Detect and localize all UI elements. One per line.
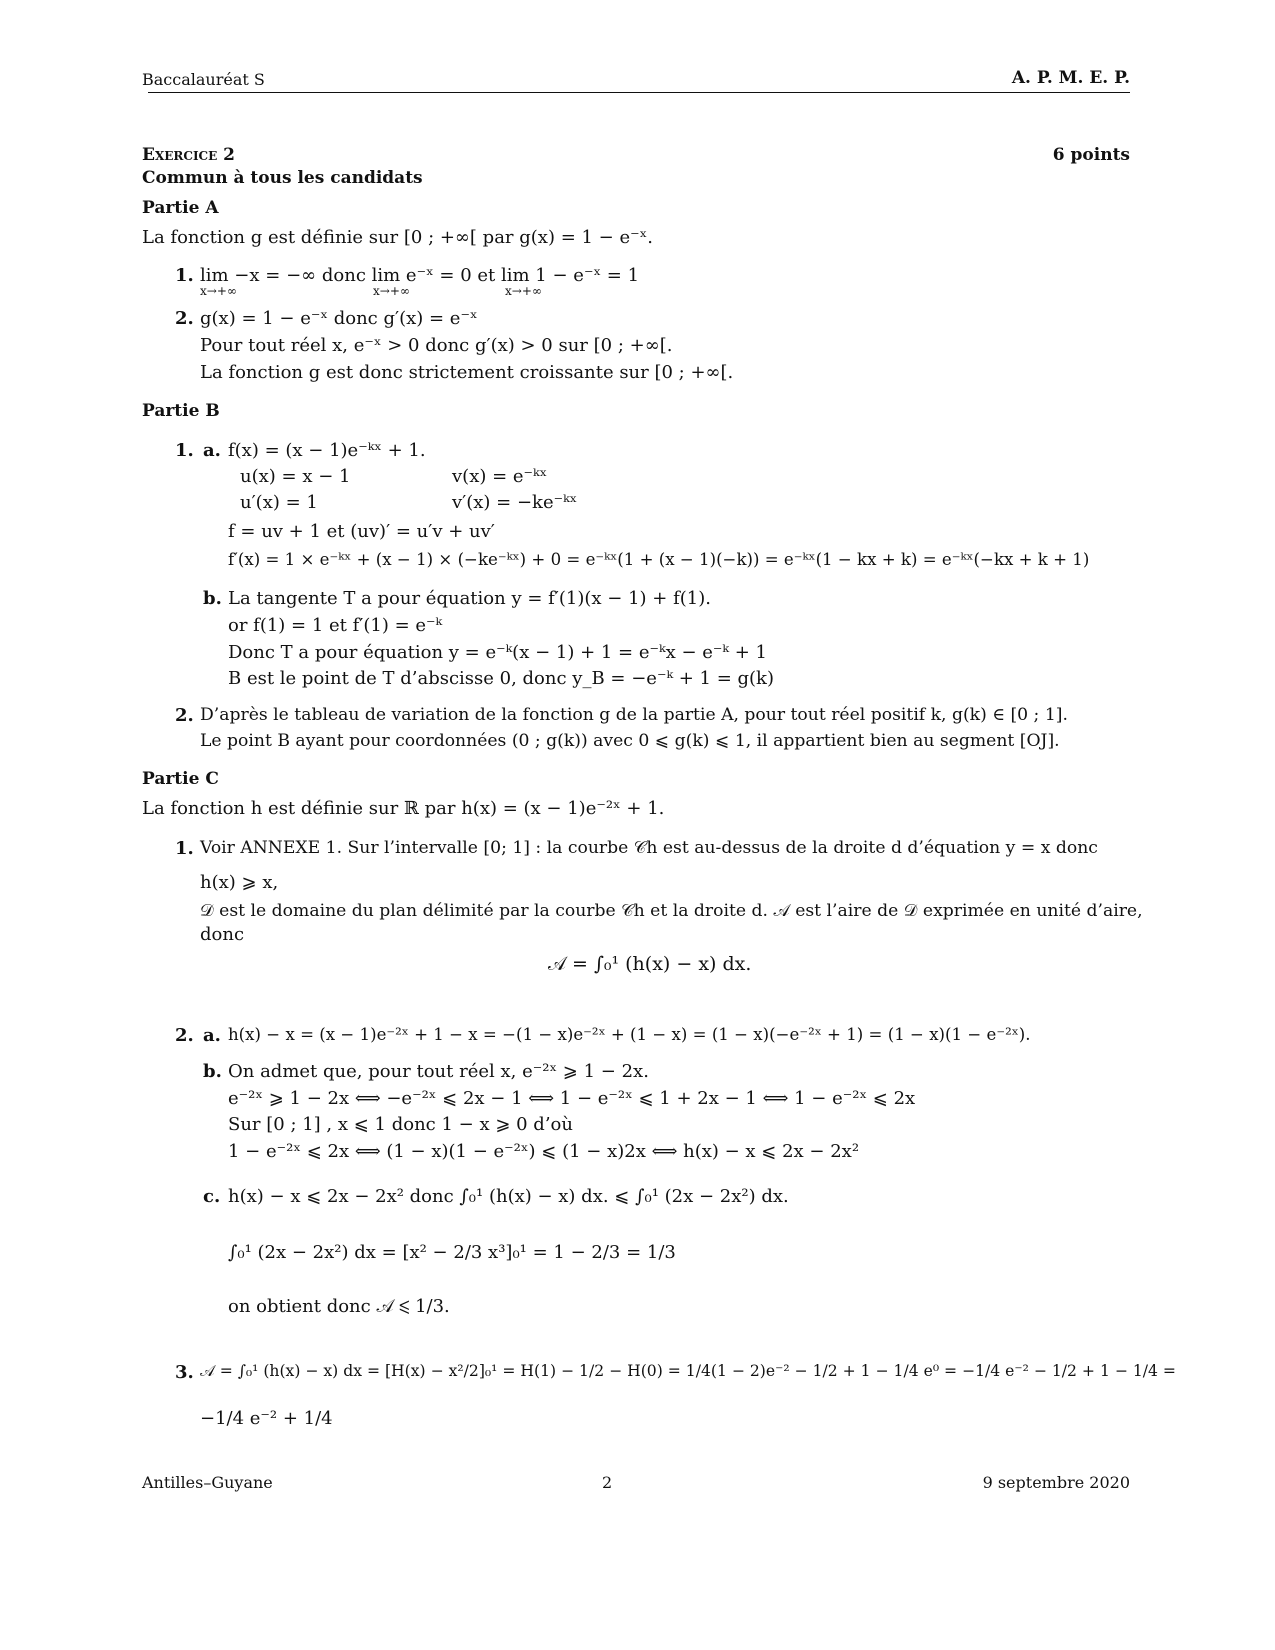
partC-q2c-line0: h(x) − x ⩽ 2x − 2x² donc ∫₀¹ (h(x) − x) dx. ⩽ ∫₀¹ (2x − 2x²) dx. [228, 1186, 789, 1207]
partB-q1b-line2: Donc T a pour équation y = e⁻ᵏ(x − 1) + 1 = e⁻ᵏx − e⁻ᵏ + 1 [228, 642, 767, 663]
exercise-title: Exercice 2 [142, 145, 235, 165]
partB-q2-line1: Le point B ayant pour coordonnées (0 ; g(k)) avec 0 ⩽ g(k) ⩽ 1, il appartient bien au segment [OJ]. [200, 731, 1060, 751]
partC-title: Partie C [142, 769, 219, 789]
partC-q2a-label: a. [203, 1025, 221, 1046]
partC-q1-line2: 𝒟 est le domaine du plan délimité par la courbe 𝒞h et la droite d. 𝒜 est l’aire de 𝒟 exprimée en unité d’aire, [200, 901, 1143, 921]
partC-q2b-line1: e⁻²ˣ ⩾ 1 − 2x ⟺ −e⁻²ˣ ⩽ 2x − 1 ⟺ 1 − e⁻²ˣ ⩽ 1 + 2x − 1 ⟺ 1 − e⁻²ˣ ⩽ 2x [228, 1088, 916, 1109]
partA-q2-line2: Pour tout réel x, e⁻ˣ > 0 donc g′(x) > 0 sur [0 ; +∞[. [200, 335, 673, 356]
partC-intro: La fonction h est définie sur ℝ par h(x) = (x − 1)e⁻²ˣ + 1. [142, 798, 665, 819]
partB-q1a-vprime: v′(x) = −ke⁻ᵏˣ [452, 492, 578, 513]
partC-q2c-line2: on obtient donc 𝒜 ⩽ 1/3. [228, 1296, 450, 1317]
partA-intro: La fonction g est définie sur [0 ; +∞[ par g(x) = 1 − e⁻ˣ. [142, 227, 653, 248]
partB-q1a-label: a. [203, 440, 221, 461]
partB-q1b-line3: B est le point de T d’abscisse 0, donc y_B = −e⁻ᵏ + 1 = g(k) [228, 668, 774, 689]
partC-q2c-label: c. [203, 1186, 221, 1207]
footer-left: Antilles–Guyane [142, 1473, 273, 1492]
partC-q2b-line3: 1 − e⁻²ˣ ⩽ 2x ⟺ (1 − x)(1 − e⁻²ˣ) ⩽ (1 − x)2x ⟺ h(x) − x ⩽ 2x − 2x² [228, 1141, 860, 1162]
partB-q1a-uprime: u′(x) = 1 [240, 492, 318, 513]
partC-q2b-line0: On admet que, pour tout réel x, e⁻²ˣ ⩾ 1 − 2x. [228, 1061, 649, 1082]
partC-q1-line0: Voir ANNEXE 1. Sur l’intervalle [0; 1] : la courbe 𝒞h est au-dessus de la droite d d’équation y = x donc [200, 838, 1098, 858]
partB-q1-number: 1. [175, 440, 194, 461]
partB-q1a-u: u(x) = x − 1 [240, 466, 351, 487]
header-rule [148, 92, 1130, 93]
partB-q1a-line0: f(x) = (x − 1)e⁻ᵏˣ + 1. [228, 440, 426, 461]
partC-q1-line3: donc [200, 924, 245, 945]
partB-q1b-line0: La tangente T a pour équation y = f′(1)(x − 1) + f(1). [228, 588, 711, 609]
footer-page-number: 2 [602, 1473, 613, 1492]
partC-q1-line1: h(x) ⩾ x, [200, 872, 279, 893]
partB-q1b-label: b. [203, 588, 222, 609]
partB-q1a-v: v(x) = e⁻ᵏˣ [452, 466, 548, 487]
header-left: Baccalauréat S [142, 70, 265, 89]
partC-q2a-text: h(x) − x = (x − 1)e⁻²ˣ + 1 − x = −(1 − x)e⁻²ˣ + (1 − x) = (1 − x)(−e⁻²ˣ + 1) = (1 − x)(1 − e⁻²ˣ). [228, 1025, 1031, 1044]
lim-subscript-2: x→+∞ [373, 284, 410, 298]
partC-q1-area-formula: 𝒜 = ∫₀¹ (h(x) − x) dx. [548, 953, 752, 975]
partA-q1-number: 1. [175, 265, 194, 286]
partA-q2-line1: g(x) = 1 − e⁻ˣ donc g′(x) = e⁻ˣ [200, 308, 478, 329]
exercise-points: 6 points [1052, 145, 1130, 165]
partB-q2-line0: D’après le tableau de variation de la fonction g de la partie A, pour tout réel positif k, g(k) ∈ [0 ; 1]. [200, 705, 1068, 725]
lim-subscript-3: x→+∞ [505, 284, 542, 298]
header-right: A. P. M. E. P. [1011, 68, 1130, 88]
partC-q2b-line2: Sur [0 ; 1] , x ⩽ 1 donc 1 − x ⩾ 0 d’où [228, 1114, 573, 1135]
lim-subscript-1: x→+∞ [200, 284, 237, 298]
partB-q1a-product-rule: f = uv + 1 et (uv)′ = u′v + uv′ [228, 521, 495, 542]
partA-q2-number: 2. [175, 308, 194, 329]
partC-q3-number: 3. [175, 1362, 194, 1383]
partC-q2b-label: b. [203, 1061, 222, 1082]
partB-q1a-derivative: f′(x) = 1 × e⁻ᵏˣ + (x − 1) × (−ke⁻ᵏˣ) + 0 = e⁻ᵏˣ(1 + (x − 1)(−k)) = e⁻ᵏˣ(1 − kx + k) = e⁻ᵏˣ(−kx + k + 1) [228, 550, 1090, 569]
partB-q1b-line1: or f(1) = 1 et f′(1) = e⁻ᵏ [228, 615, 443, 636]
partB-title: Partie B [142, 401, 220, 421]
exercise-subtitle: Commun à tous les candidats [142, 168, 423, 188]
partA-q1-formula: lim −x = −∞ donc lim e⁻ˣ = 0 et lim 1 − e⁻ˣ = 1 [200, 265, 640, 286]
partA-q1-text [200, 267, 639, 285]
partA-q2-line3: La fonction g est donc strictement croissante sur [0 ; +∞[. [200, 362, 734, 383]
partC-q3-line0: 𝒜 = ∫₀¹ (h(x) − x) dx = [H(x) − x²/2]₀¹ = H(1) − 1/2 − H(0) = 1/4(1 − 2)e⁻² − 1/2 + 1 − 1/4 e⁰ = −1/4 e⁻² − 1/2 + 1 − 1/4 = [200, 1362, 1176, 1380]
partC-q1-number: 1. [175, 838, 194, 859]
partA-title: Partie A [142, 198, 219, 218]
partC-q2c-line1: ∫₀¹ (2x − 2x²) dx = [x² − 2/3 x³]₀¹ = 1 − 2/3 = 1/3 [228, 1242, 676, 1263]
partC-q3-line1: −1/4 e⁻² + 1/4 [200, 1408, 333, 1429]
partC-q2-number: 2. [175, 1025, 194, 1046]
footer-right: 9 septembre 2020 [982, 1473, 1130, 1492]
partB-q2-number: 2. [175, 705, 194, 726]
